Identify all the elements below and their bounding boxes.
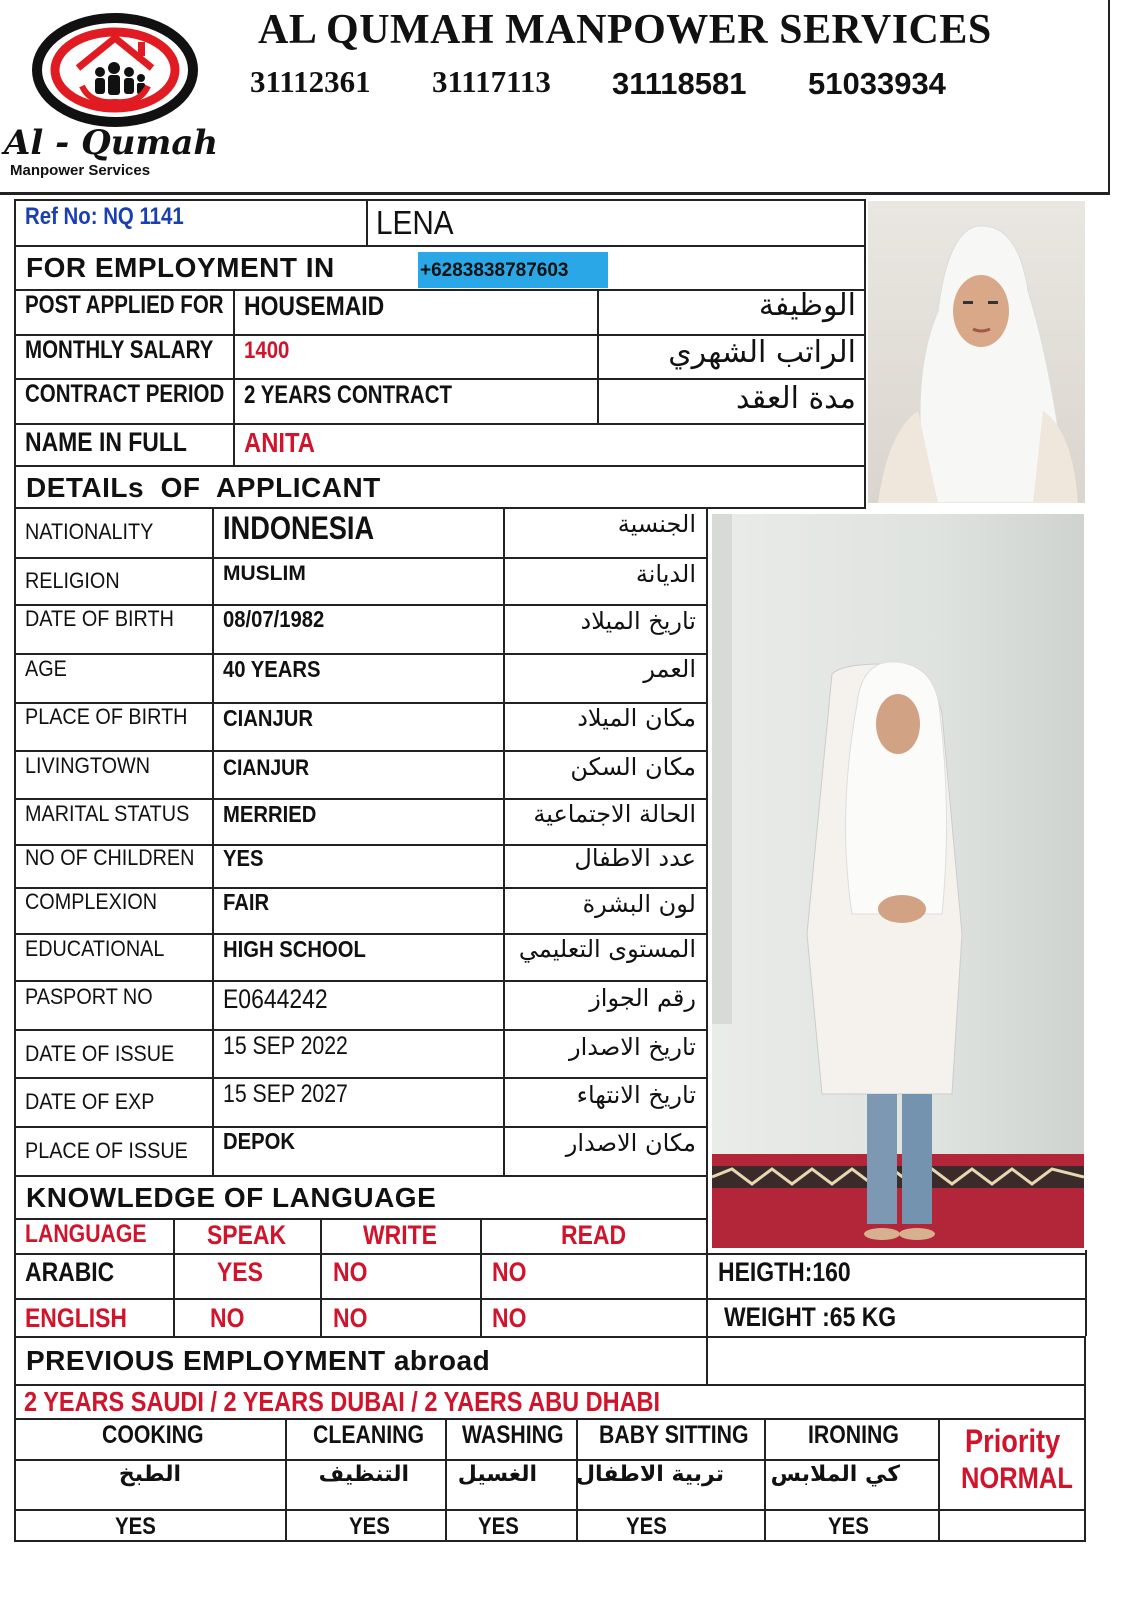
- detail-label-livingtown: LIVINGTOWN: [25, 753, 151, 778]
- skill-ironing-label: IRONING: [808, 1421, 899, 1449]
- portrait-figure-icon: [868, 201, 1085, 503]
- ref-number: Ref No: NQ 1141: [25, 203, 184, 230]
- detail-value-nationality: INDONESIA: [223, 510, 375, 546]
- detail-arabic-issue-date: تاريخ الاصدار: [569, 1033, 696, 1061]
- height-value: HEIGTH:160: [718, 1257, 851, 1287]
- detail-label-children: NO OF CHILDREN: [25, 845, 195, 870]
- detail-value-children: YES: [223, 845, 264, 871]
- lang-header-speak: SPEAK: [207, 1220, 287, 1250]
- contact-phone: +6283838787603: [420, 260, 569, 281]
- phone-4: 51033934: [808, 66, 946, 101]
- detail-label-complexion: COMPLEXION: [25, 889, 158, 914]
- lang-header-language: LANGUAGE: [25, 1220, 147, 1248]
- detail-value-dob: 08/07/1982: [223, 606, 325, 632]
- detail-arabic-marital: الحالة الاجتماعية: [533, 800, 696, 828]
- skill-cleaning-value: YES: [349, 1513, 390, 1540]
- skill-ironing-arabic: كي الملابس: [770, 1462, 900, 1487]
- code-name: LENA: [376, 204, 454, 241]
- detail-value-marital: MERRIED: [223, 801, 317, 827]
- detail-value-education: HIGH SCHOOL: [223, 936, 366, 962]
- detail-value-pob: CIANJUR: [223, 705, 313, 731]
- detail-label-exp-date: DATE OF EXP: [25, 1089, 155, 1114]
- skill-babysitting-value: YES: [626, 1513, 667, 1540]
- previous-employment-text: 2 YEARS SAUDI / 2 YEARS DUBAI / 2 YAERS ABU DHABI: [24, 1386, 661, 1417]
- phone-1: 31112361: [250, 64, 371, 99]
- portrait-photo: [868, 201, 1085, 503]
- detail-arabic-nationality: الجنسية: [617, 510, 696, 538]
- detail-label-marital: MARITAL STATUS: [25, 801, 190, 826]
- detail-value-issue-date: 15 SEP 2022: [223, 1032, 348, 1060]
- detail-label-education: EDUCATIONAL: [25, 936, 165, 961]
- skill-cooking-label: COOKING: [102, 1421, 204, 1449]
- detail-arabic-religion: الديانة: [635, 560, 696, 588]
- lang-english-name: ENGLISH: [25, 1303, 128, 1333]
- lang-english-write: NO: [333, 1303, 368, 1333]
- previous-employment-heading: PREVIOUS EMPLOYMENT abroad: [26, 1345, 491, 1376]
- detail-value-passport: E0644242: [223, 984, 328, 1014]
- lang-arabic-write: NO: [333, 1257, 368, 1287]
- detail-value-complexion: FAIR: [223, 889, 270, 915]
- employment-label: FOR EMPLOYMENT IN: [26, 252, 335, 283]
- lang-english-speak: NO: [210, 1303, 245, 1333]
- company-name: AL QUMAH MANPOWER SERVICES: [258, 7, 992, 53]
- detail-arabic-children: عدد الاطفال: [574, 844, 696, 872]
- standing-figure-icon: [712, 514, 1084, 1248]
- detail-arabic-livingtown: مكان السكن: [570, 753, 696, 781]
- phone-3: 31118581: [612, 66, 747, 101]
- skill-cooking-value: YES: [115, 1513, 156, 1540]
- full-body-photo: [712, 514, 1084, 1248]
- logo-script-text: Al - Qumah: [4, 123, 219, 163]
- detail-value-issue-place: DEPOK: [223, 1128, 295, 1154]
- salary-label: MONTHLY SALARY: [25, 336, 214, 364]
- contract-value: 2 YEARS CONTRACT: [244, 381, 453, 409]
- priority-value: NORMAL: [961, 1462, 1073, 1495]
- skill-cleaning-arabic: التنظيف: [318, 1462, 409, 1487]
- detail-label-pob: PLACE OF BIRTH: [25, 704, 188, 729]
- detail-arabic-issue-place: مكان الاصدار: [565, 1129, 696, 1157]
- post-value: HOUSEMAID: [244, 291, 385, 321]
- detail-label-religion: RELIGION: [25, 568, 120, 593]
- post-arabic: الوظيفة: [758, 288, 856, 323]
- detail-label-passport: PASPORT NO: [25, 984, 153, 1009]
- detail-label-age: AGE: [25, 656, 67, 681]
- skill-washing-arabic: الغسيل: [457, 1462, 537, 1487]
- detail-value-exp-date: 15 SEP 2027: [223, 1080, 348, 1108]
- detail-label-issue-date: DATE OF ISSUE: [25, 1041, 175, 1066]
- skill-babysitting-label: BABY SITTING: [599, 1421, 749, 1449]
- fullname-value: ANITA: [244, 427, 315, 458]
- detail-value-religion: MUSLIM: [223, 562, 306, 585]
- detail-label-nationality: NATIONALITY: [25, 519, 154, 544]
- lang-header-read: READ: [561, 1220, 627, 1250]
- logo-sub-text: Manpower Services: [10, 162, 151, 179]
- lang-arabic-read: NO: [492, 1257, 527, 1287]
- detail-label-issue-place: PLACE OF ISSUE: [25, 1138, 188, 1163]
- detail-arabic-complexion: لون البشرة: [582, 890, 696, 918]
- skill-washing-label: WASHING: [462, 1421, 564, 1449]
- lang-arabic-name: ARABIC: [25, 1257, 115, 1287]
- detail-arabic-exp-date: تاريخ الانتهاء: [576, 1081, 696, 1109]
- detail-arabic-education: المستوى التعليمي: [518, 935, 696, 963]
- contract-arabic: مدة العقد: [736, 381, 856, 416]
- salary-value: 1400: [244, 337, 290, 364]
- language-heading: KNOWLEDGE OF LANGUAGE: [26, 1182, 437, 1213]
- fullname-label: NAME IN FULL: [25, 427, 187, 457]
- house-family-icon: [30, 10, 200, 128]
- lang-header-write: WRITE: [363, 1220, 437, 1250]
- skill-washing-value: YES: [478, 1513, 519, 1540]
- skill-ironing-value: YES: [828, 1513, 869, 1540]
- skill-cleaning-label: CLEANING: [313, 1421, 424, 1449]
- post-label: POST APPLIED FOR: [25, 291, 224, 319]
- detail-value-age: 40 YEARS: [223, 656, 321, 682]
- lang-english-read: NO: [492, 1303, 527, 1333]
- detail-label-dob: DATE OF BIRTH: [25, 606, 174, 631]
- phone-2: 31117113: [432, 64, 551, 99]
- contract-label: CONTRACT PERIOD: [25, 380, 225, 408]
- weight-value: WEIGHT :65 KG: [724, 1302, 897, 1332]
- lang-arabic-speak: YES: [217, 1257, 263, 1287]
- priority-label: Priority: [965, 1423, 1061, 1459]
- detail-arabic-pob: مكان الميلاد: [577, 704, 696, 732]
- company-logo: [30, 10, 200, 128]
- skill-babysitting-arabic: تربية الاطفال: [575, 1462, 724, 1487]
- salary-arabic: الراتب الشهري: [668, 335, 856, 370]
- detail-arabic-dob: تاريخ الميلاد: [580, 607, 696, 635]
- detail-arabic-passport: رقم الجواز: [589, 984, 696, 1012]
- detail-arabic-age: العمر: [643, 655, 696, 683]
- details-heading: DETAILs OF APPLICANT: [26, 472, 381, 503]
- skill-cooking-arabic: الطبخ: [118, 1462, 181, 1487]
- detail-value-livingtown: CIANJUR: [223, 755, 310, 780]
